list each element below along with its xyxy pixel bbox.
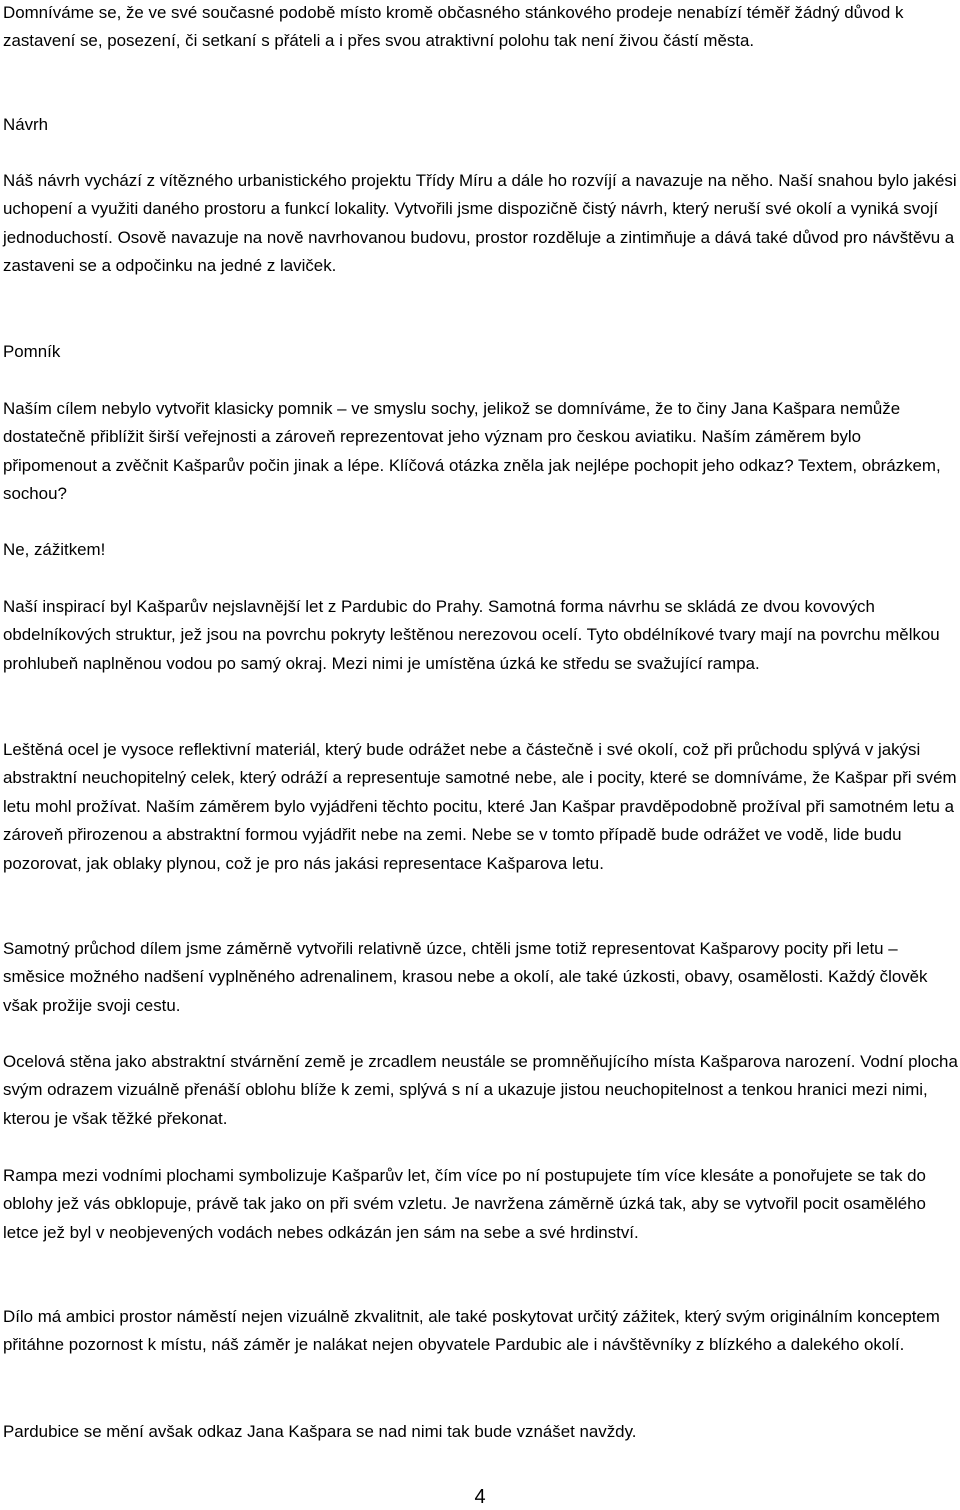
rampa-paragraph: Rampa mezi vodními plochami symbolizuje Kašparův let, čím více po ní postupujete tím více klesáte a ponořujete se tak do oblohy jež vás obklopuje, právě tak jako on při svém vzletu. Je navržena záměrně úzká tak, aby se vytvořil pocit osamělého letce jež byl v neobjevených vodách nebes odkázán jen sám na sebe a své hrdinství. xyxy=(3,1166,926,1242)
pruchod-paragraph: Samotný průchod dílem jsme záměrně vytvořili relativně úzce, chtěli jsme totiž representovat Kašparovy pocity při letu – směsice možného nadšení vyplněného adrenalinem, krasou nebe a okolí, ale také úzkosti, obavy, osamělosti. Každý člověk však prožije svoji cestu. xyxy=(3,939,928,1015)
stena-paragraph: Ocelová stěna jako abstraktní stvárnění země je zrcadlem neustále se promněňujícího místa Kašparova narození. Vodní plocha svým odrazem vizuálně přenáší oblohu blíže k zemi, splývá s ní a ukazuje jistou neuchopitelnost a tenkou hranici mezi nimi, kterou je však těžké překonat. xyxy=(3,1052,958,1128)
dilo-paragraph: Dílo má ambici prostor náměstí nejen vizuálně zkvalitnit, ale také poskytovat určitý zážitek, který svým originálním konceptem přitáhne pozornost k místu, náš záměr je nalákat nejen obyvatele Pardubic ale i návštěvníky z blízkého a dalekého okolí. xyxy=(3,1307,940,1355)
inspirace-paragraph: Naší inspirací byl Kašparův nejslavnější let z Pardubic do Prahy. Samotná forma návrhu se skládá ze dvou kovových obdelníkových struktur, jež jsou na povrchu pokryty leštěnou nerezovou ocelí. Tyto obdélníkové tvary mají na povrchu mělkou prohlubeň naplněnou vodou po samý okraj. Mezi nimi je umístěna úzká ke středu se svažující rampa. xyxy=(3,597,940,673)
pomnik-paragraph: Naším cílem nebylo vytvořit klasicky pomnik – ve smyslu sochy, jelikož se domníváme, že to činy Jana Kašpara nemůže dostatečně přiblížit širší veřejnosti a zároveň reprezentovat jeho význam pro českou aviatiku. Naším záměrem bylo připomenout a zvěčnit Kašparův počin jinak a lépe. Klíčová otázka zněla jak nejlépe pochopit jeho odkaz? Textem, obrázkem, sochou? xyxy=(3,399,941,504)
heading-navrh: Návrh xyxy=(3,115,49,134)
heading-pomnik: Pomník xyxy=(3,342,61,361)
ocel-paragraph: Leštěná ocel je vysoce reflektivní materiál, který bude odrážet nebe a částečně i své okolí, což při průchodu splývá v jakýsi abstraktní neuchopitelný celek, který odráží a representuje samotné nebe, ale i pocity, které se domníváme, že Kašpar při svém letu mohl prožívat. Naším záměrem bylo vyjádřeni těchto pocitu, které Jan Kašpar pravděpodobně prožíval při samotném letu a zároveň přirozenou a abstraktní formou vyjádřit nebe na zemi. Nebe se v tomto případě bude odrážet ve vodě, lide budu pozorovat, jak oblaky plynou, což je pro nás jakási representace Kašparova letu. xyxy=(3,740,957,873)
ne-zazitkem-line: Ne, zážitkem! xyxy=(3,540,106,559)
navrh-paragraph: Náš návrh vychází z vítězného urbanistického projektu Třídy Míru a dále ho rozvíjí a navazuje na něho. Naší snahou bylo jakési uchopení a využiti daného prostoru a funkcí lokality. Vytvořili jsme dispozičně čistý návrh, který neruší své okolí a vyniká svojí jednoduchostí. Osově navazuje na nově navrhovanou budovu, prostor rozděluje a zintimňuje a dává také důvod pro návštěvu a zastaveni se a odpočinku na jedné z laviček. xyxy=(3,171,957,276)
pardubice-paragraph: Pardubice se mění avšak odkaz Jana Kašpara se nad nimi tak bude vznášet navždy. xyxy=(3,1422,637,1441)
intro-paragraph: Domníváme se, že ve své současné podobě místo kromě občasného stánkového prodeje nenabízí téměř žádný důvod k zastavení se, posezení, či setkaní s přáteli a i přes svou atraktivní polohu tak není živou částí města. xyxy=(3,3,904,51)
page-number: 4 xyxy=(474,1486,486,1508)
